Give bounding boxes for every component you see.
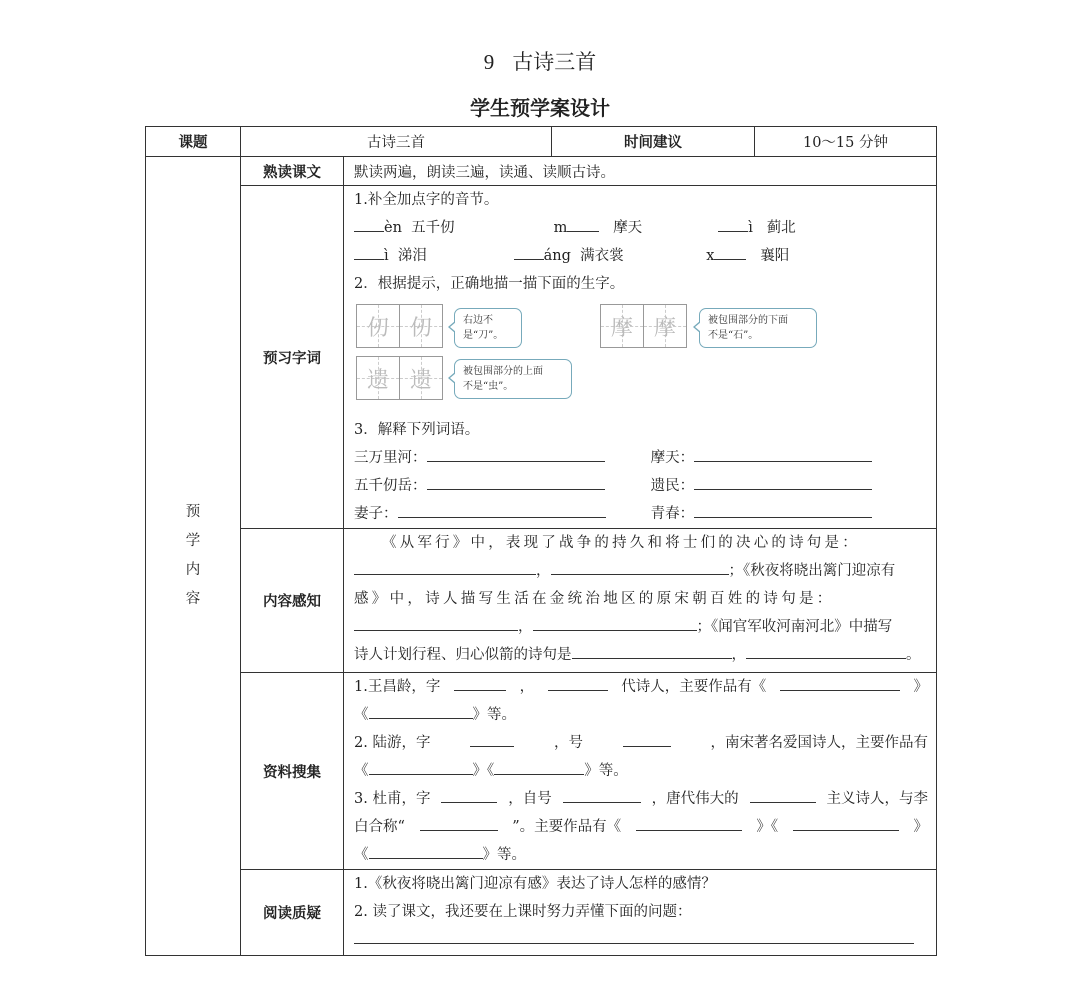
questions-row [146,870,937,956]
content-row [146,529,937,673]
questions-text [344,870,937,956]
hint-bubble: 被包围部分的下面 不是“石”。 [699,308,817,348]
hint-bubble: 右边不 是“刀”。 [454,308,522,348]
lesson-number: 9 [483,50,495,74]
pinyin-row-1 [354,214,928,242]
pinyin-item: èn 五千仞 [354,214,549,242]
question-2: 2. 读了课文，我还要在上课时努力弄懂下面的问题： [354,904,692,920]
question-1: 1.《秋夜将晓出篱门迎凉有感》表达了诗人怎样的感情？ [354,876,716,892]
questions-category: 阅读质疑 [241,870,344,956]
content-text: 《从军行》中，表现了战争的持久和将士们的决心的诗句是： ， ；《秋夜将晓出篱门迎凉有 感》中，诗人描写生活在金统治地区的原宋朝百姓的诗句是： ， ；《闻官军收河南河北》中描写 诗人计划行程、归心似箭的诗句是 ， 。 [344,529,937,673]
q3-title: 3．解释下列词语。 [354,422,480,438]
research-row [146,673,937,870]
trace-box[interactable]: 仞 [399,305,442,347]
pinyin-item: m 摩天 [554,214,714,242]
pinyin-item: ì 蓟北 [718,214,795,242]
topic-value: 古诗三首 [241,127,552,157]
char-grid [356,356,443,400]
define-row: 五千仞岳： 遗民： [354,472,928,500]
q1-title: 1.补全加点字的音节。 [354,192,499,208]
pinyin-item: ì 涕泪 [354,242,509,270]
worksheet-subtitle: 学生预学案设计 [470,96,610,120]
pinyin-item: x 襄阳 [706,242,789,270]
hint-bubble: 被包围部分的上面 不是“虫”。 [454,359,572,399]
char-grid [600,304,687,348]
content-category: 内容感知 [241,529,344,673]
topic-row [146,127,937,157]
trace-box[interactable]: 遗 [399,357,442,399]
research-category: 资料搜集 [241,673,344,870]
pinyin-row-2 [354,242,928,270]
section-side-label: 预 学 内 容 [146,157,241,956]
pinyin-item: áng 满衣裳 [514,242,702,270]
vocab-row [146,186,937,529]
preview-worksheet-table [145,126,937,956]
time-value: 10～15 分钟 [755,127,937,157]
lesson-title-text: 古诗三首 [512,50,597,74]
trace-box[interactable]: 遗 [357,357,399,399]
reading-row [146,157,937,186]
define-row: 妻子： 青春： [354,500,928,528]
reading-text: 默读两遍，朗读三遍，读通、读顺古诗。 [344,157,937,186]
vocab-category: 预习字词 [241,186,344,529]
q2-title: 2．根据提示，正确地描一描下面的生字。 [354,276,625,292]
trace-box[interactable]: 摩 [643,305,686,347]
lesson-title [0,46,1080,76]
define-row: 三万里河： 摩天： [354,444,928,472]
answer-line[interactable] [354,926,914,944]
char-grid [356,304,443,348]
reading-category: 熟读课文 [241,157,344,186]
trace-box[interactable]: 摩 [601,305,643,347]
handwriting-area [354,298,928,416]
trace-box[interactable]: 仞 [357,305,399,347]
research-text: 1.王昌龄，字 ， 代诗人，主要作品有《 》 《 》等。 2. 陆游，字 ，号 ，南宋著名爱国诗人，主要作品有 《 》《 》等。 3. 杜甫，字 ，自号 ，唐代伟大的 主义诗人，与李 白合称“ ”。主要作品有《 》《 》 《 》等。 [344,673,937,870]
vocab-content [344,186,937,529]
topic-label: 课题 [146,127,241,157]
time-label: 时间建议 [552,127,755,157]
